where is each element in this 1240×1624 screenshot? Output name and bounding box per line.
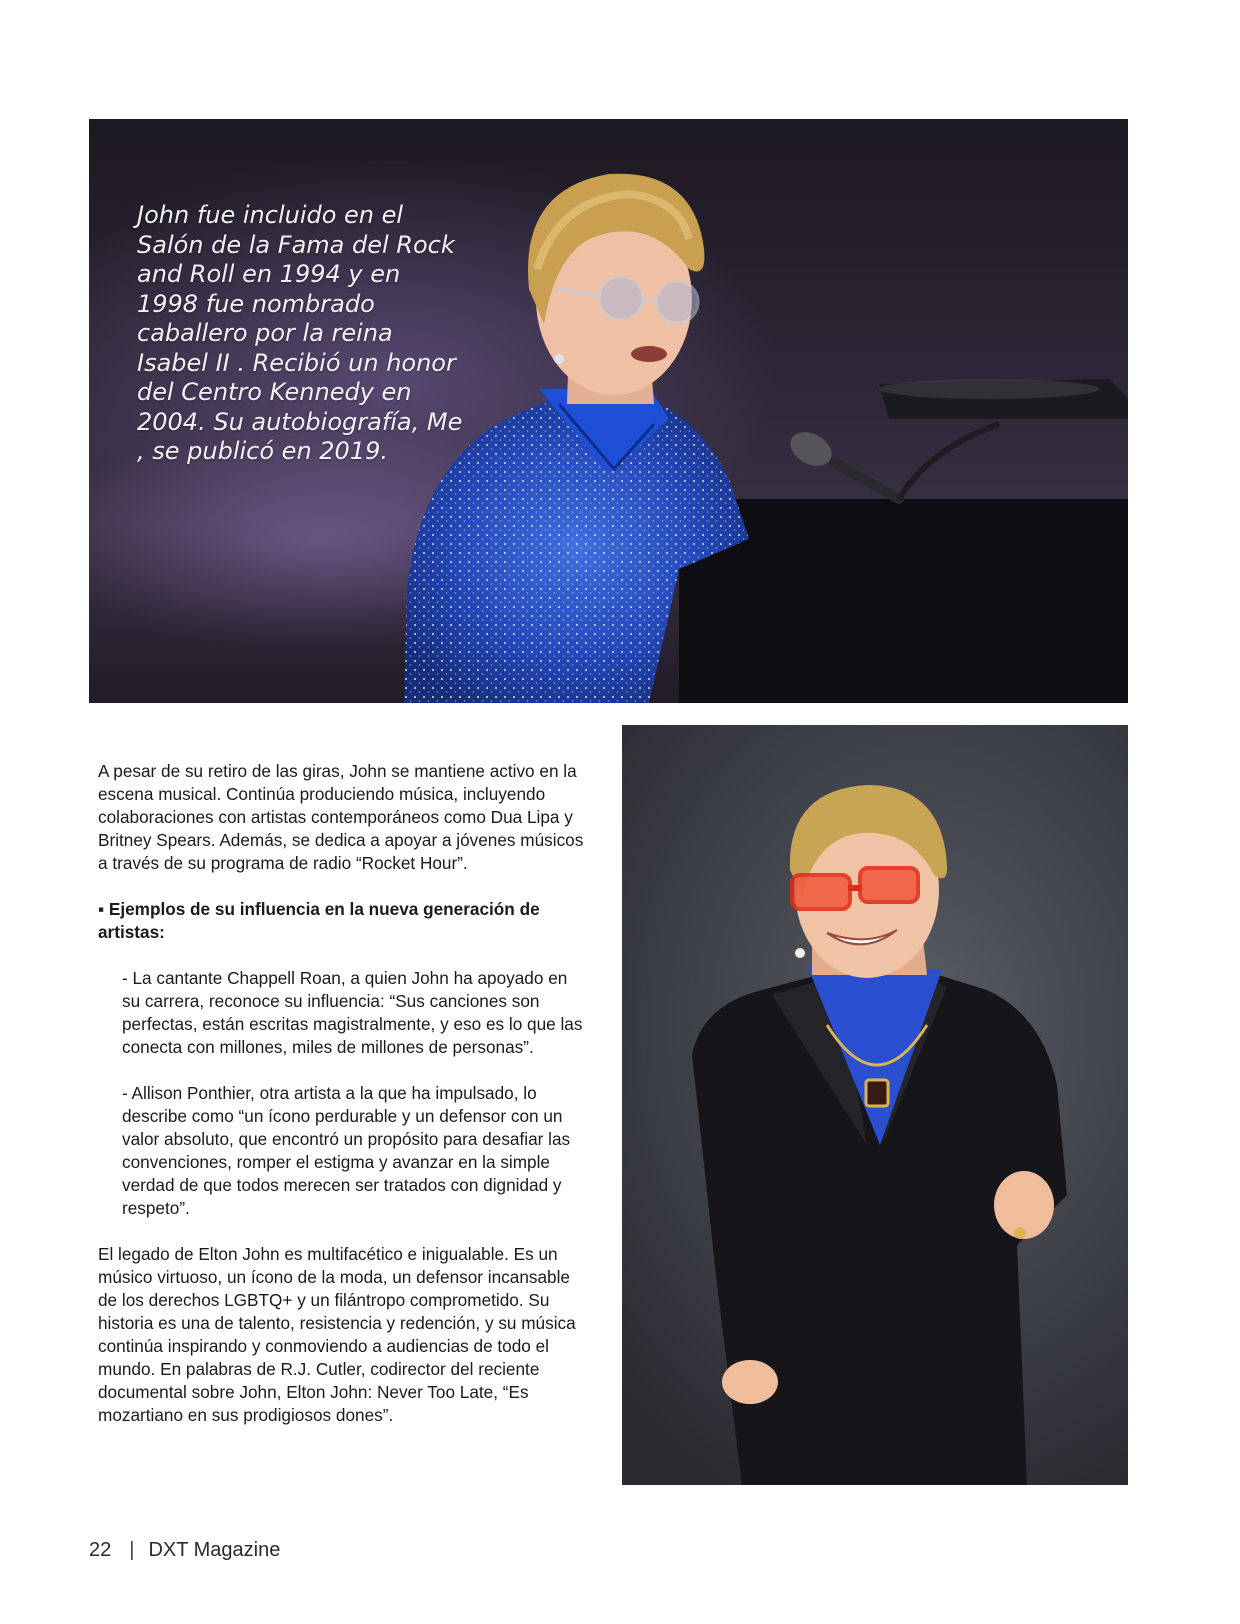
- article-body: [98, 760, 588, 1427]
- article-intro-paragraph: A pesar de su retiro de las giras, John se mantiene activo en la escena musical. Continúa produciendo música, incluyendo colaboraciones con artistas contemporáneos como Dua Lipa y Britney Spears. Además, se dedica a apoyar a jóvenes músicos a través de su programa de radio “Rocket Hour”.: [98, 761, 584, 873]
- portrait-photo: [622, 725, 1128, 1485]
- pendant-icon: [866, 1080, 888, 1106]
- hero-photo: [89, 119, 1128, 703]
- page-footer: [89, 1539, 280, 1562]
- article-conclusion-paragraph: El legado de Elton John es multifacético e inigualable. Es un músico virtuoso, un ícono de la moda, un defensor incansable de los derechos LGBTQ+ y un filántropo comprometido. Su historia es una de talento, resistencia y redención, y su música continúa inspirando y conmoviendo a audiencias de todo el mundo. En palabras de R.J. Cutler, codirector del reciente documental sobre John, Elton John: Never Too Late, “Es mozartiano en sus prodigiosos dones”.: [98, 1244, 576, 1425]
- example-allison-ponthier: - Allison Ponthier, otra artista a la que ha impulsado, lo describe como “un ícono perdurable y un defensor con un valor absoluto, que encontró un propósito para desafiar las convenciones, romper el estigma y avanzar en la simple verdad de que todos merecen ser tratados con dignidad y respeto”.: [122, 1083, 571, 1218]
- microphone-icon: [785, 424, 999, 499]
- footer-separator: |: [129, 1539, 135, 1561]
- publication-name: DXT Magazine: [148, 1539, 281, 1561]
- page-number: 22: [89, 1539, 112, 1561]
- influence-subheading: ▪ Ejemplos de su influencia en la nueva generación de artistas:: [98, 899, 540, 942]
- hero-quote: John fue incluido en el Salón de la Fama del Rock and Roll en 1994 y en 1998 fue nombrado caballero por la reina Isabel II . Recibió un honor del Centro Kennedy en 2004. Su autobiografía, Me , se publicó en 2019.: [137, 201, 463, 465]
- smiling-man-portrait-illustration: [622, 725, 1128, 1485]
- example-chappell-roan: - La cantante Chappell Roan, a quien John ha apoyado en su carrera, reconoce su influencia: “Sus canciones son perfectas, están escritas magistralmente, y eso es lo que las conecta con millones, miles de millones de personas”.: [122, 968, 583, 1057]
